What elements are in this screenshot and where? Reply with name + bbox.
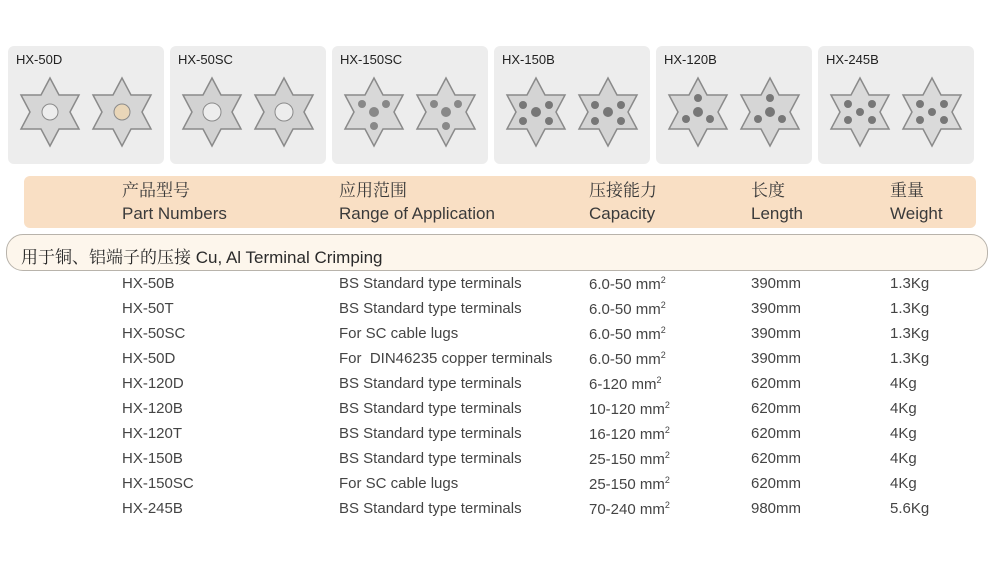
table-row: [0, 298, 1000, 323]
die-thumbnail: [170, 46, 326, 164]
table-row: [0, 348, 1000, 373]
cell-weight: 1.3Kg: [890, 300, 930, 317]
cell-part: HX-50D: [122, 350, 176, 367]
die-image: [345, 78, 403, 146]
die-thumbnail: [656, 46, 812, 164]
header-part-en: Part Numbers: [122, 204, 227, 223]
cell-length: 620mm: [751, 450, 802, 467]
header-part-numbers: [122, 179, 227, 225]
header-capacity: [589, 179, 657, 225]
table-row: [0, 398, 1000, 423]
cell-range: BS Standard type terminals: [339, 450, 522, 467]
table-row: [0, 498, 1000, 523]
cell-weight: 4Kg: [890, 475, 917, 492]
die-thumbnail: [8, 46, 164, 164]
cell-length: 980mm: [751, 500, 802, 517]
header-capacity-cn: 压接能力: [589, 181, 657, 200]
header-weight-en: Weight: [890, 204, 943, 223]
die-image: [903, 78, 961, 146]
die-image: [507, 78, 565, 146]
die-set-image: [820, 66, 972, 158]
cell-capacity: 6.0-50 $mm^2$: [589, 325, 666, 343]
cell-range: For SC cable lugs: [339, 475, 459, 492]
die-label: HX-50D: [16, 52, 63, 67]
cell-weight: 4Kg: [890, 400, 917, 417]
cell-capacity: 6-120 $mm^2$: [589, 375, 662, 393]
die-image: [183, 78, 241, 146]
header-length: [751, 179, 803, 225]
cell-weight: 4Kg: [890, 425, 917, 442]
header-weight: [890, 179, 943, 225]
die-label: HX-50SC: [178, 52, 233, 67]
die-thumbnail: [494, 46, 650, 164]
die-set-image: [10, 66, 162, 158]
cell-capacity: 70-240 $mm^2$: [589, 500, 670, 518]
die-thumbnail: [332, 46, 488, 164]
cell-weight: 1.3Kg: [890, 325, 930, 342]
cell-length: 390mm: [751, 275, 802, 292]
cell-range: For SC cable lugs: [339, 325, 459, 342]
cell-range: BS Standard type terminals: [339, 275, 522, 292]
cell-part: HX-150B: [122, 450, 183, 467]
cell-weight: 1.3Kg: [890, 350, 930, 367]
die-image: [417, 78, 475, 146]
category-label: 用于铜、铝端子的压接 Cu, Al Terminal Crimping: [21, 248, 383, 267]
die-set-image: [496, 66, 648, 158]
cell-weight: 1.3Kg: [890, 275, 930, 292]
die-set-image: [334, 66, 486, 158]
category-banner: [6, 234, 988, 271]
cell-part: HX-120B: [122, 400, 183, 417]
die-label: HX-245B: [826, 52, 879, 67]
table-row: [0, 323, 1000, 348]
cell-length: 390mm: [751, 300, 802, 317]
header-length-cn: 长度: [751, 181, 785, 200]
cell-range: BS Standard type terminals: [339, 375, 522, 392]
cell-capacity: 6.0-50 $mm^2$: [589, 300, 666, 318]
die-image: [831, 78, 889, 146]
header-range-cn: 应用范围: [339, 181, 407, 200]
header-range: [339, 179, 495, 225]
die-image: [669, 78, 727, 146]
header-weight-cn: 重量: [890, 181, 924, 200]
cell-range: BS Standard type terminals: [339, 300, 522, 317]
die-set-image: [658, 66, 810, 158]
cell-range: For DIN46235 copper terminals: [339, 350, 553, 367]
table-row: [0, 273, 1000, 298]
die-label: HX-150B: [502, 52, 555, 67]
cell-weight: 4Kg: [890, 450, 917, 467]
die-image: [741, 78, 799, 146]
cell-weight: 5.6Kg: [890, 500, 930, 517]
cell-part: HX-50B: [122, 275, 175, 292]
die-image: [21, 78, 79, 146]
cell-part: HX-245B: [122, 500, 183, 517]
cell-part: HX-150SC: [122, 475, 194, 492]
header-range-en: Range of Application: [339, 204, 495, 223]
die-label: HX-120B: [664, 52, 717, 67]
cell-weight: 4Kg: [890, 375, 917, 392]
table-row: [0, 423, 1000, 448]
die-image: [93, 78, 151, 146]
die-image: [255, 78, 313, 146]
table-row: [0, 473, 1000, 498]
die-image: [579, 78, 637, 146]
cell-capacity: 25-150 $mm^2$: [589, 450, 670, 468]
die-label: HX-150SC: [340, 52, 403, 67]
cell-capacity: 10-120 $mm^2$: [589, 400, 670, 418]
cell-range: BS Standard type terminals: [339, 400, 522, 417]
cell-part: HX-50SC: [122, 325, 186, 342]
cell-capacity: 25-150 $mm^2$: [589, 475, 670, 493]
cell-length: 620mm: [751, 375, 802, 392]
cell-length: 390mm: [751, 350, 802, 367]
cell-length: 620mm: [751, 425, 802, 442]
header-capacity-en: Capacity: [589, 204, 656, 223]
table-header: [24, 176, 976, 228]
cell-part: HX-50T: [122, 300, 174, 317]
table-row: [0, 373, 1000, 398]
die-set-image: [172, 66, 324, 158]
header-length-en: Length: [751, 204, 803, 223]
cell-range: BS Standard type terminals: [339, 500, 522, 517]
cell-capacity: 6.0-50 $mm^2$: [589, 350, 666, 368]
cell-capacity: 16-120 $mm^2$: [589, 425, 670, 443]
cell-range: BS Standard type terminals: [339, 425, 522, 442]
cell-length: 620mm: [751, 475, 802, 492]
cell-part: HX-120T: [122, 425, 183, 442]
cell-length: 620mm: [751, 400, 802, 417]
table-row: [0, 448, 1000, 473]
header-part-cn: 产品型号: [122, 181, 190, 200]
cell-length: 390mm: [751, 325, 802, 342]
cell-capacity: 6.0-50 $mm^2$: [589, 275, 666, 293]
cell-part: HX-120D: [122, 375, 184, 392]
die-thumbnail: [818, 46, 974, 164]
